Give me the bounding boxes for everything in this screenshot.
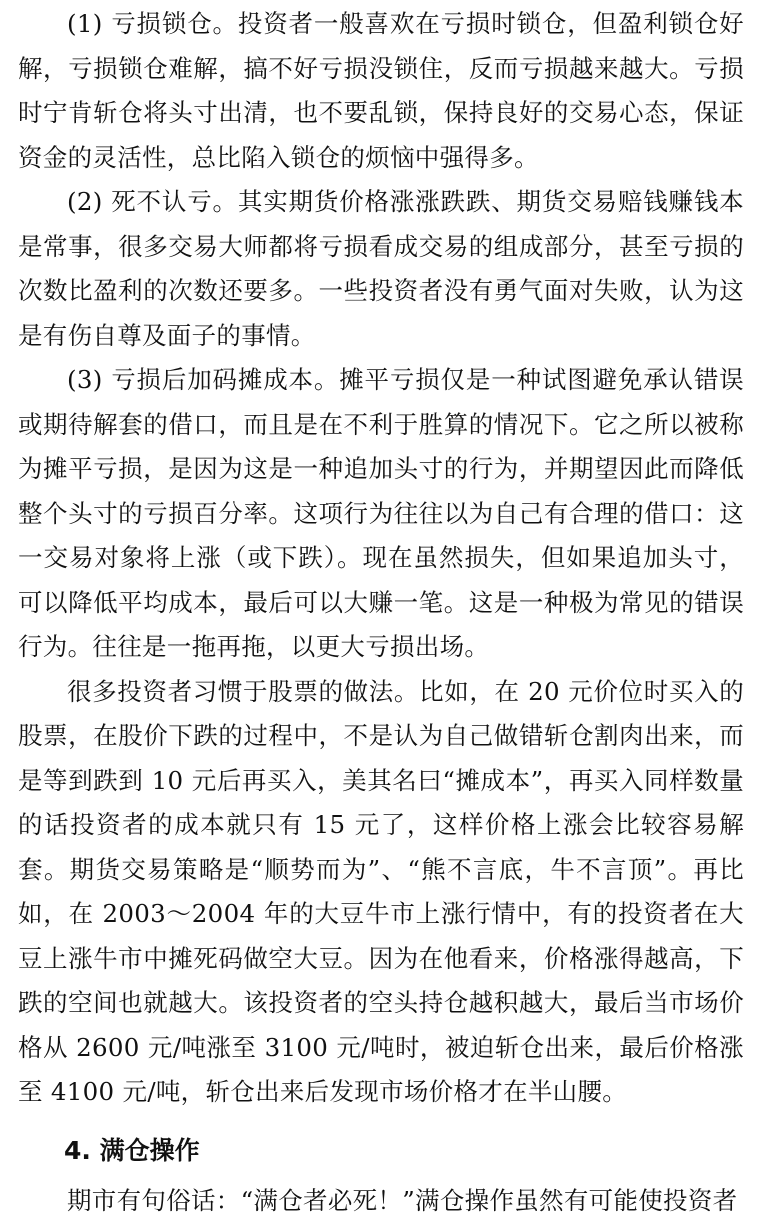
- paragraph-refuse-loss: (2) 死不认亏。其实期货价格涨涨跌跌、期货交易赔钱赚钱本是常事，很多交易大师都将亏损看成交易的组成部分，甚至亏损的次数比盈利的次数还要多。一些投资者没有勇气面对失败，认为这是有伤自尊及面子的事情。: [18, 180, 744, 358]
- paragraph-loss-lock: (1) 亏损锁仓。投资者一般喜欢在亏损时锁仓，但盈利锁仓好解，亏损锁仓难解，搞不好亏损没锁住，反而亏损越来越大。亏损时宁肯斩仓将头寸出清，也不要乱锁，保持良好的交易心态，保证资金的灵活性，总比陷入锁仓的烦恼中强得多。: [18, 2, 744, 180]
- section-heading: 4. 满仓操作: [18, 1129, 744, 1173]
- document-page: [18, 2, 744, 1223]
- paragraph-stock-habit: 很多投资者习惯于股票的做法。比如，在 20 元价位时买入的股票，在股价下跌的过程中，不是认为自己做错斩仓割肉出来，而是等到跌到 10 元后再买入，美其名曰“摊成本”，再买入同样数量的话投资者的成本就只有 15 元了，这样价格上涨会比较容易解套。期货交易策略是“顺势而为”、“熊不言底，牛不言顶”。再比如，在 2003～2004 年的大豆牛市上涨行情中，有的投资者在大豆上涨牛市中摊死码做空大豆。因为在他看来，价格涨得越高，下跌的空间也就越大。该投资者的空头持仓越积越大，最后当市场价格从 2600 元/吨涨至 3100 元/吨时，被迫斩仓出来，最后价格涨至 4100 元/吨，斩仓出来后发现市场价格才在半山腰。: [18, 670, 744, 1115]
- paragraph-average-down: (3) 亏损后加码摊成本。摊平亏损仅是一种试图避免承认错误或期待解套的借口，而且是在不利于胜算的情况下。它之所以被称为摊平亏损，是因为这是一种追加头寸的行为，并期望因此而降低整个头寸的亏损百分率。这项行为往往以为自己有合理的借口：这一交易对象将上涨（或下跌）。现在虽然损失，但如果追加头寸，可以降低平均成本，最后可以大赚一笔。这是一种极为常见的错误行为。往往是一拖再拖，以更大亏损出场。: [18, 358, 744, 670]
- paragraph-full-position: 期市有句俗话：“满仓者必死！”满仓操作虽然有可能使投资者: [18, 1179, 744, 1223]
